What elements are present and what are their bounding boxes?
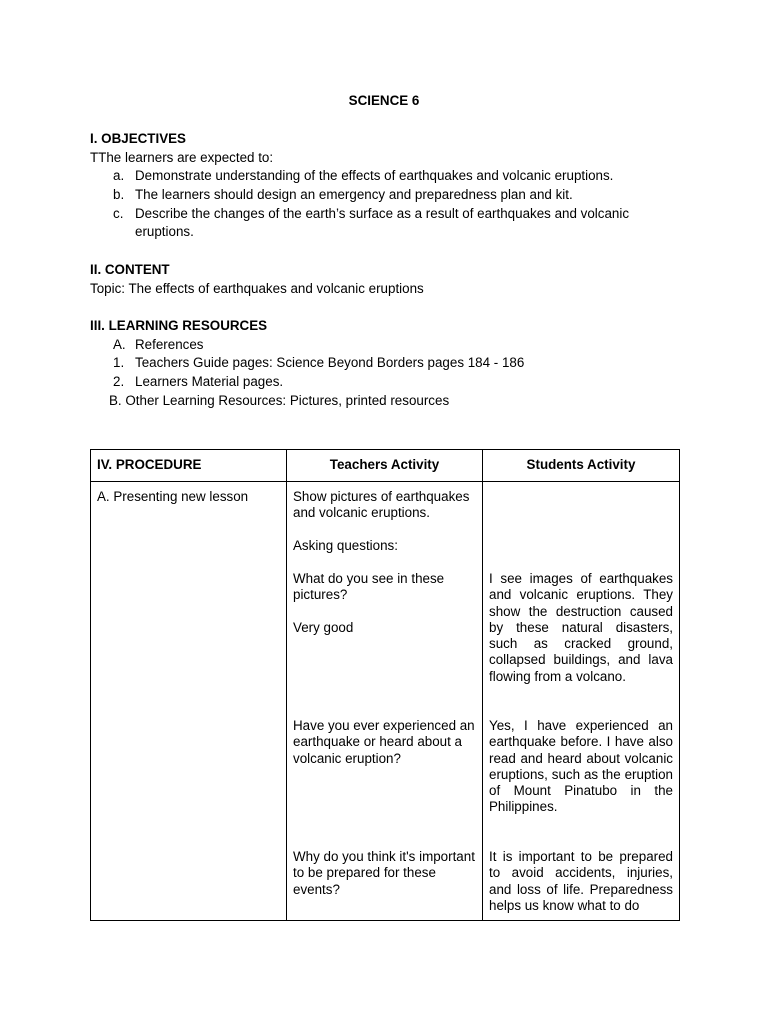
list-item-text: The learners should design an emergency and preparedness plan and kit.: [135, 187, 573, 203]
list-item: [90, 205, 690, 242]
table-header-row: [91, 450, 680, 482]
objectives-intro: TThe learners are expected to:: [90, 149, 274, 165]
resources-heading: III. LEARNING RESOURCES: [90, 318, 268, 333]
content-topic: Topic: The effects of earthquakes and volcanic eruptions: [90, 280, 424, 296]
other-resources: B. Other Learning Resources: Pictures, printed resources: [109, 392, 450, 408]
procedure-step: A. Presenting new lesson: [97, 489, 249, 504]
list-item: [90, 354, 690, 373]
list-marker: A.: [113, 336, 126, 352]
procedure-table: [90, 449, 680, 921]
document-title: SCIENCE 6: [348, 93, 420, 108]
students-activity-cell: [483, 482, 680, 921]
list-item: [90, 336, 690, 355]
teachers-activity-column-header: Teachers Activity: [287, 450, 483, 482]
list-item-text: References: [135, 336, 204, 352]
teachers-activity-cell: [287, 482, 483, 921]
list-item-text: Teachers Guide pages: Science Beyond Borders pages 184 - 186: [135, 355, 525, 371]
list-item-text: Learners Material pages.: [135, 374, 284, 390]
teacher-text: Show pictures of earthquakes and volcanic eruptions.: [293, 489, 470, 521]
student-text: Yes, I have experienced an earthquake before. I have also read and heard about volcanic eruptions, such as the eruption of Mount Pinatubo in the Philippines.: [489, 718, 673, 815]
teacher-text: Why do you think it's important to be prepared for these events?: [293, 849, 475, 897]
objectives-heading: I. OBJECTIVES: [90, 131, 186, 146]
list-item: [90, 186, 690, 205]
list-item: [90, 373, 690, 392]
teacher-text: Very good: [293, 620, 354, 635]
list-marker: 1.: [113, 355, 125, 371]
resources-section: [90, 317, 690, 410]
teacher-text: What do you see in these pictures?: [293, 571, 445, 603]
students-activity-column-header: Students Activity: [483, 450, 680, 482]
list-marker: 2.: [113, 374, 125, 390]
list-marker: c.: [113, 205, 124, 221]
content-heading: II. CONTENT: [90, 262, 170, 277]
list-item-text: Describe the changes of the earth’s surface as a result of earthquakes and volcanic eruptions.: [135, 205, 630, 240]
table-row: [91, 482, 680, 921]
list-item: [90, 167, 690, 186]
procedure-step-cell: [91, 482, 287, 921]
list-marker: a.: [113, 168, 125, 184]
list-marker: b.: [113, 187, 125, 203]
procedure-column-header: IV. PROCEDURE: [91, 450, 287, 482]
objectives-section: [90, 130, 690, 242]
content-section: [90, 261, 690, 298]
list-item-text: Demonstrate understanding of the effects of earthquakes and volcanic eruptions.: [135, 168, 614, 184]
student-text: It is important to be prepared to avoid accidents, injuries, and loss of life. Preparedness helps us know what to do: [489, 849, 673, 913]
student-text: I see images of earthquakes and volcanic eruptions. They show the destruction caused by these natural disasters, such as cracked ground, collapsed buildings, and lava flowing from a volcano.: [489, 571, 673, 684]
teacher-text: Have you ever experienced an earthquake or heard about a volcanic eruption?: [293, 718, 475, 766]
teacher-text: Asking questions:: [293, 538, 398, 553]
